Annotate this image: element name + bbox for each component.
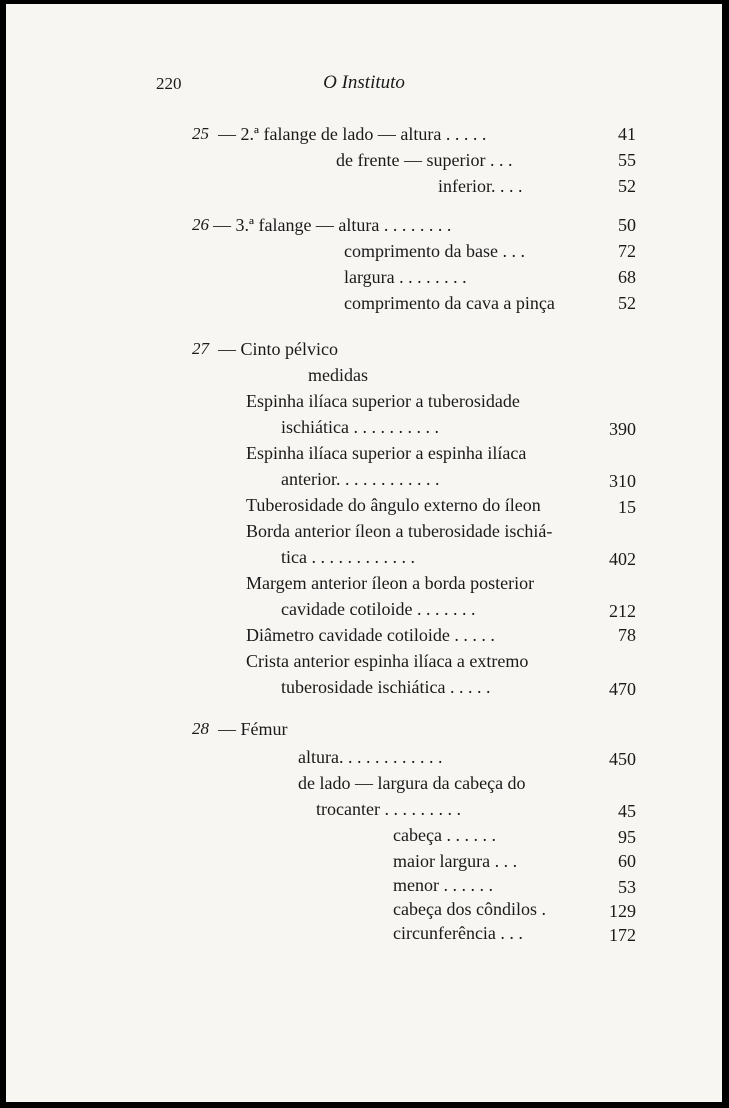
- s28-line-4-dots: . . . . . .: [446, 825, 496, 845]
- s27-line-8: [246, 570, 534, 596]
- s28-value-1: 450: [609, 749, 636, 769]
- s25-line-2-dots: . . .: [489, 150, 513, 170]
- running-title: O Instituto: [323, 72, 405, 93]
- s27-value-1: 390: [609, 419, 636, 439]
- s25-line-1: [218, 121, 486, 147]
- s28-value-3: 95: [618, 827, 636, 847]
- s27-line-5-text: Tuberosidade do ângulo externo do íleon: [246, 495, 541, 515]
- s27-line-12-text: tuberosidade ischiática: [281, 677, 446, 697]
- page-header: [6, 74, 722, 104]
- s27-line-4-dots: . . . . . . . . . . .: [344, 469, 440, 489]
- s26-line-3-dots: . . . . . . . .: [399, 267, 467, 287]
- s25-line-1-dots: . . . . .: [445, 124, 487, 144]
- book-page: [6, 4, 722, 1102]
- s27-value-4: 402: [609, 549, 636, 569]
- s25-line-1-text: — 2.ª falange de lado — altura: [218, 124, 442, 144]
- s26-value-1: 50: [618, 215, 636, 235]
- s25-line-3: [438, 173, 522, 199]
- s27-line-11-text: Crista anterior espinha ilíaca a extremo: [246, 651, 529, 671]
- s27-line-10-text: Diâmetro cavidade cotiloide: [246, 625, 450, 645]
- s25-line-3-text: inferior.: [438, 176, 496, 196]
- s26-line-1-dots: . . . . . . . .: [383, 215, 452, 235]
- s27-line-9-dots: . . . . . . .: [416, 599, 476, 619]
- s25-value-1: 41: [618, 124, 636, 144]
- s27-line-4: [281, 466, 439, 492]
- s26-value-4: 52: [618, 293, 636, 313]
- s27-line-12-dots: . . . . .: [449, 677, 491, 697]
- s27-line-3: [246, 440, 526, 466]
- s25-line-2: [336, 147, 512, 173]
- s28-value-5: 53: [618, 877, 636, 897]
- s28-line-3-dots: . . . . . . . . .: [384, 799, 461, 819]
- s27-value-6: 78: [618, 625, 636, 645]
- s27-line-7: [281, 544, 415, 570]
- s25-value-2: 55: [618, 150, 636, 170]
- s28-line-7-text: cabeça dos côndilos: [393, 899, 537, 919]
- s27-line-3-text: Espinha ilíaca superior a espinha ilíaca: [246, 443, 527, 463]
- s28-line-5: [393, 848, 517, 874]
- s26-value-3: 68: [618, 267, 636, 287]
- section-number-25: 25: [192, 124, 209, 143]
- s27-line-11: [246, 648, 528, 674]
- s27-value-5: 212: [609, 601, 636, 621]
- s28-line-1-dots: . . . . . . . . . . .: [347, 747, 443, 767]
- s26-line-1-text: — 3.ª falange — altura: [213, 215, 380, 235]
- s28-value-7: 172: [609, 925, 636, 945]
- s27-line-1-text: Espinha ilíaca superior a tuberosidade: [246, 391, 520, 411]
- s28-line-4: [393, 822, 496, 848]
- s27-line-5: [246, 492, 541, 518]
- s26-line-3-text: largura: [344, 267, 395, 287]
- s28-line-5-text: maior largura: [393, 851, 491, 871]
- s27-line-2: [281, 414, 439, 440]
- s27-line-2-text: ischiática: [281, 417, 349, 437]
- s28-line-6-dots: . . . . . .: [443, 875, 493, 895]
- s28-line-6: [393, 872, 493, 898]
- s27-line-10-dots: . . . . .: [454, 625, 495, 645]
- s28-value-6: 129: [609, 901, 636, 921]
- s27-line-9: [281, 596, 475, 622]
- s27-line-8-text: Margem anterior íleon a borda posterior: [246, 573, 535, 593]
- s28-line-2-text: de lado — largura da cabeça do: [298, 773, 526, 793]
- s27-line-10: [246, 622, 495, 648]
- s27-line-7-dots: . . . . . . . . . . . .: [311, 547, 415, 567]
- s28-title: — Fémur: [218, 719, 288, 739]
- s28-value-2: 45: [618, 801, 636, 821]
- s28-line-5-dots: . . .: [494, 851, 518, 871]
- s26-line-4-text: comprimento da cava a pinça: [344, 293, 555, 313]
- s28-line-1: [298, 744, 442, 770]
- s25-value-3: 52: [618, 176, 636, 196]
- s26-line-2-text: comprimento da base: [344, 241, 498, 261]
- s28-line-8-text: circunferência: [393, 923, 496, 943]
- s28-line-8-dots: . . .: [500, 923, 523, 943]
- s26-line-2-dots: . . .: [502, 241, 525, 261]
- s28-line-7-dots: .: [541, 899, 546, 919]
- s28-line-1-text: altura.: [298, 747, 344, 767]
- s28-line-4-text: cabeça: [393, 825, 442, 845]
- s28-line-3-text: trocanter: [316, 799, 380, 819]
- section-number-26: 26: [192, 215, 209, 234]
- s27-line-6: [246, 518, 552, 544]
- s27-value-3: 15: [618, 497, 636, 517]
- section-number-27: 27: [192, 339, 209, 358]
- section-number-28: 28: [192, 719, 209, 738]
- s27-line-7-text: tica: [281, 547, 307, 567]
- s27-value-2: 310: [609, 471, 636, 491]
- s26-line-3: [344, 264, 467, 290]
- s26-value-2: 72: [618, 241, 636, 261]
- s27-line-2-dots: . . . . . . . . . .: [353, 417, 439, 437]
- s26-line-2: [344, 238, 525, 264]
- s28-line-3: [316, 796, 461, 822]
- s28-line-7: [393, 896, 546, 922]
- s28-line-8: [393, 920, 523, 946]
- s26-line-4: [344, 290, 555, 316]
- s27-value-7: 470: [609, 679, 636, 699]
- s26-line-1: [213, 212, 451, 238]
- s27-subtitle: medidas: [308, 365, 368, 385]
- s27-line-6-text: Borda anterior íleon a tuberosidade ischiá-: [246, 521, 553, 541]
- s27-line-4-text: anterior.: [281, 469, 341, 489]
- s25-line-3-dots: . . .: [499, 176, 523, 196]
- s27-line-12: [281, 674, 490, 700]
- s25-line-2-text: de frente — superior: [336, 150, 486, 170]
- s27-title: — Cinto pélvico: [218, 339, 338, 359]
- s27-line-9-text: cavidade cotiloide: [281, 599, 413, 619]
- page-number: 220: [156, 74, 182, 93]
- s28-value-4: 60: [618, 851, 636, 871]
- s27-line-1: [246, 388, 520, 414]
- s28-line-6-text: menor: [393, 875, 439, 895]
- s28-line-2: [298, 770, 526, 796]
